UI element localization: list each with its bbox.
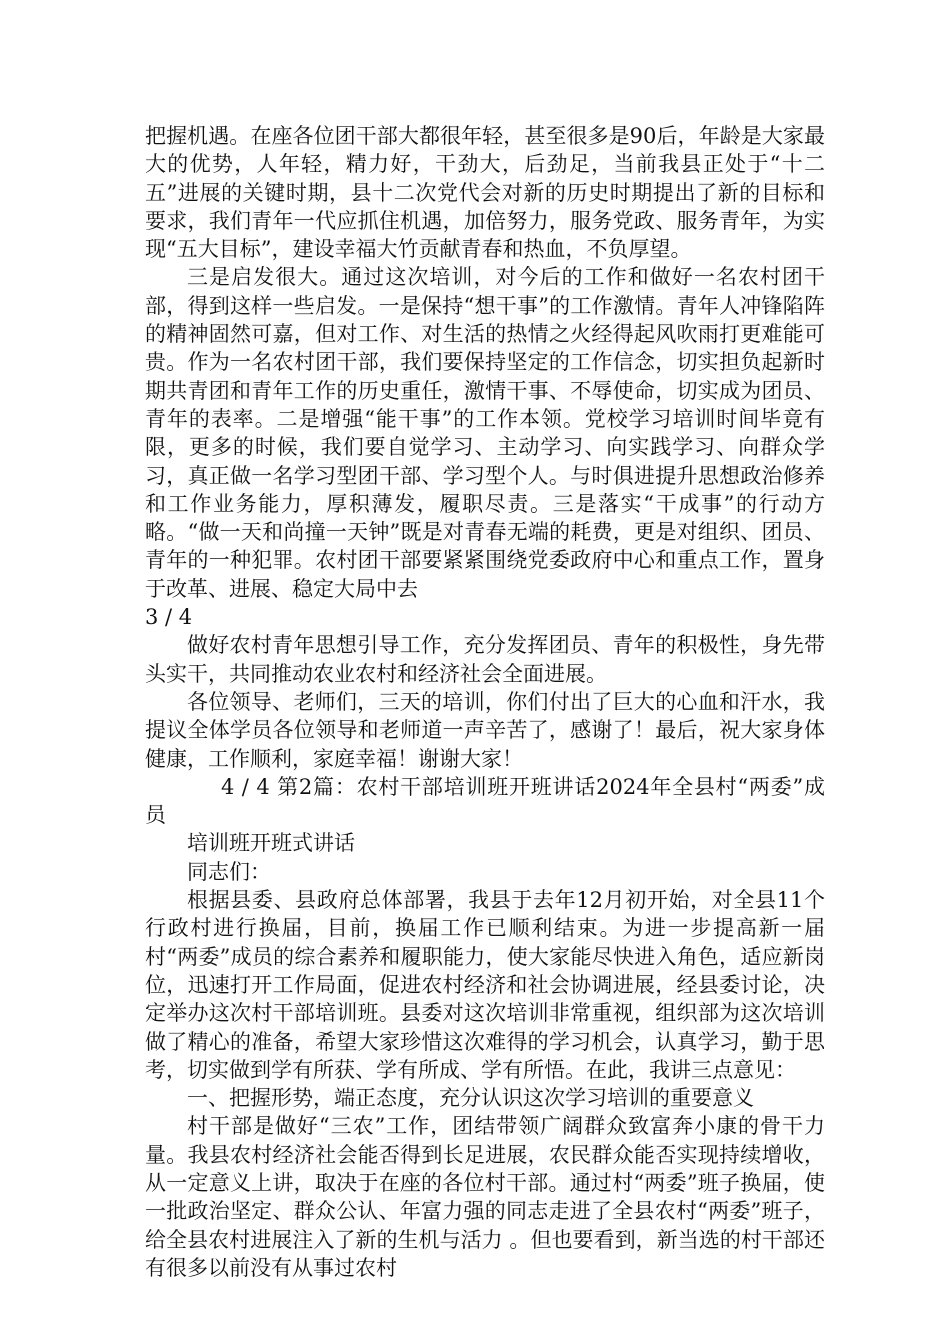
- paragraph-inspiration: 三是启发很大。通过这次培训，对今后的工作和做好一名农村团干部，得到这样一些启发。一是保持“想干事”的工作激情。青年人冲锋陷阵的精神固然可嘉，但对工作、对生活的热情之火经得起风吹雨打更难能可贵。作为一名农村团干部，我们要保持坚定的工作信念，切实担负起新时期共青团和青年工作的历史重任，激情干事、不辱使命，切实成为团员、青年的表率。二是增强“能干事”的工作本领。党校学习培训时间毕竟有限，更多的时候，我们要自觉学习、主动学习、向实践学习、向群众学习，真正做一名学习型团干部、学习型个人。与时俱进提升思想政治修养和工作业务能力，厚积薄发，履职尽责。三是落实“干成事”的行动方略。“做一天和尚撞一天钟”既是对青春无端的耗费，更是对组织、团员、青年的一种犯罪。农村团干部要紧紧围绕党委政府中心和重点工作，置身于改革、进展、稳定大局中去: [145, 265, 825, 601]
- paragraph-opportunity: 把握机遇。在座各位团干部大都很年轻，甚至很多是90后，年龄是大家最大的优势，人年轻，精力好，干劲大，后劲足，当前我县正处于“十二五”进展的关键时期，县十二次党代会对新的历史时期提出了新的目标和要求，我们青年一代应抓住机遇，加倍努力，服务党政、服务青年，为实现“五大目标”，建设幸福大竹贡献青春和热血，不负厚望。: [145, 124, 825, 262]
- document-page: [145, 122, 825, 1282]
- paragraph-youth-guidance: 做好农村青年思想引导工作，充分发挥团员、青年的积极性，身先带头实干，共同推动农业农村和经济社会全面进展。: [145, 633, 825, 686]
- speech-title: 培训班开班式讲话: [187, 831, 355, 856]
- page-number-4-and-section-title: 4 / 4 第2篇：农村干部培训班开班讲话2024年全县村“两委”成员: [145, 774, 825, 828]
- paragraph-village-cadres: 村干部是做好“三农”工作，团结带领广阔群众致富奔小康的骨干力量。我县农村经济社会能否得到长足进展，农民群众能否实现持续增收，从一定意义上讲，取决于在座的各位村干部。通过村“两委”班子换届，使一批政治坚定、群众公认、年富力强的同志走进了全县农村“两委”班子，给全县农村进展注入了新的生机与活力 。但也要看到，新当选的村干部还有很多以前没有从事过农村: [145, 1114, 825, 1280]
- salutation: 同志们：: [187, 859, 271, 884]
- paragraph-background: 根据县委、县政府总体部署，我县于去年12月初开始，对全县11个行政村进行换届，目前，换届工作已顺利结束。为进一步提高新一届村“两委”成员的综合素养和履职能力，使大家能尽快进入角色，适应新岗位，迅速打开工作局面，促进农村经济和社会协调进展，经县委讨论，决定举办这次村干部培训班。县委对这次培训非常重视，组织部为这次培训做了精心的准备，希望大家珍惜这次难得的学习机会，认真学习，勤于思考，切实做到学有所获、学有所成、学有所悟。在此，我讲三点意见：: [145, 888, 825, 1082]
- paragraph-thanks: 各位领导、老师们，三天的培训，你们付出了巨大的心血和汗水，我提议全体学员各位领导和老师道一声辛苦了，感谢了！最后，祝大家身体健康，工作顺利，家庭幸福！谢谢大家！: [145, 689, 825, 771]
- section-heading-1: 一、把握形势，端正态度，充分认识这次学习培训的重要意义: [187, 1086, 754, 1111]
- page-number-3: 3 / 4: [145, 605, 193, 630]
